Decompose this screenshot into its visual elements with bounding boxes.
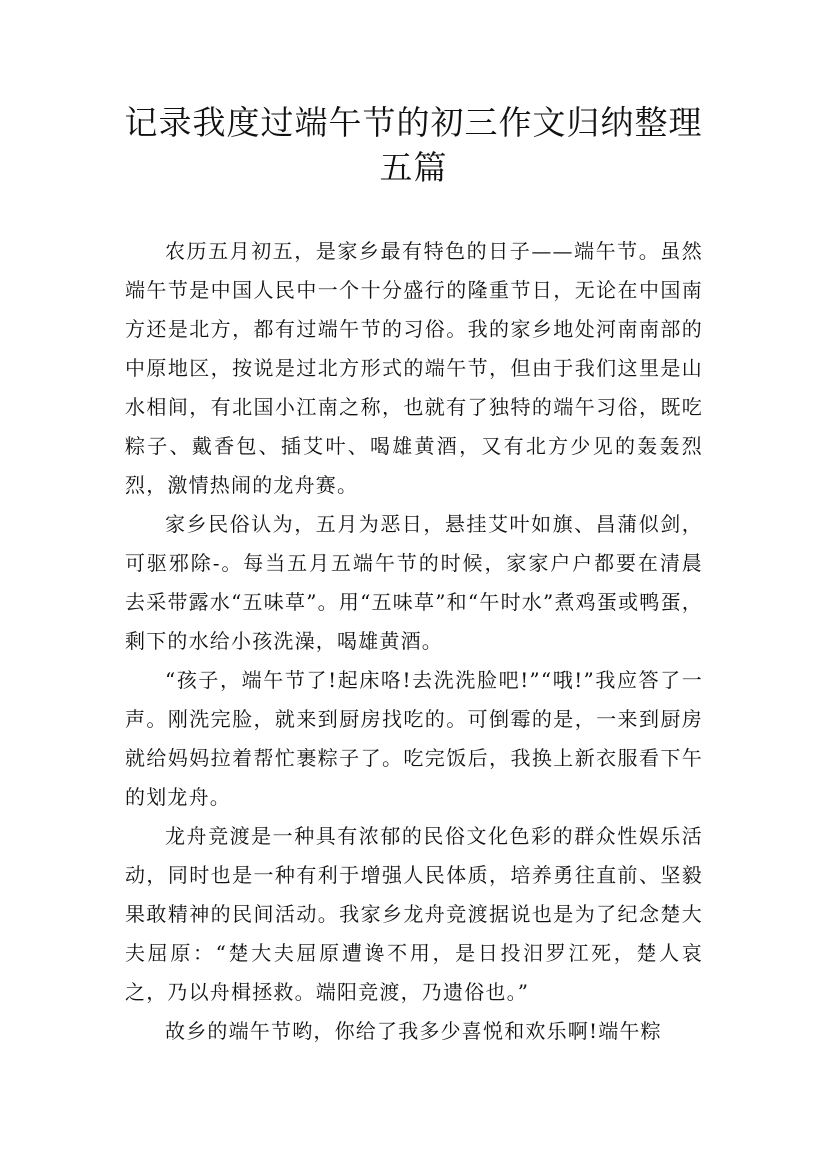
paragraph-4: 龙舟竞渡是一种具有浓郁的民俗文化色彩的群众性娱乐活动，同时也是一种有利于增强人民体质，培养勇往直前、坚毅果敢精神的民间活动。我家乡龙舟竞渡据说也是为了纪念楚大夫屈原：“楚大夫屈原遭谗不用，是日投汨罗江死，楚人哀之，乃以舟楫拯救。端阳竞渡，乃遗俗也。” [125,824,703,1004]
paragraph-3: “孩子，端午节了!起床咯!去洗洗脸吧!”“哦!”我应答了一声。刚洗完脸，就来到厨房找吃的。可倒霉的是，一来到厨房就给妈妈拉着帮忙裹粽子了。吃完饭后，我换上新衣服看下午的划龙舟。 [125,668,703,809]
document-body [125,232,703,1051]
paragraph-2: 家乡民俗认为，五月为恶日，悬挂艾叶如旗、昌蒲似剑，可驱邪除-。每当五月五端午节的时候，家家户户都要在清晨去采带露水“五味草”。用“五味草”和“午时水”煮鸡蛋或鸭蛋，剩下的水给小孩洗澡，喝雄黄酒。 [125,512,703,653]
document-title: 记录我度过端午节的初三作文归纳整理五篇 [124,103,703,187]
paragraph-1: 农历五月初五，是家乡最有特色的日子——端午节。虽然端午节是中国人民中一个十分盛行的隆重节日，无论在中国南方还是北方，都有过端午节的习俗。我的家乡地处河南南部的中原地区，按说是过北方形式的端午节，但由于我们这里是山水相间，有北国小江南之称，也就有了独特的端午习俗，既吃粽子、戴香包、插艾叶、喝雄黄酒，又有北方少见的轰轰烈烈，激情热闹的龙舟赛。 [125,239,703,497]
paragraph-5: 故乡的端午节哟，你给了我多少喜悦和欢乐啊!端午粽 [165,1019,662,1043]
